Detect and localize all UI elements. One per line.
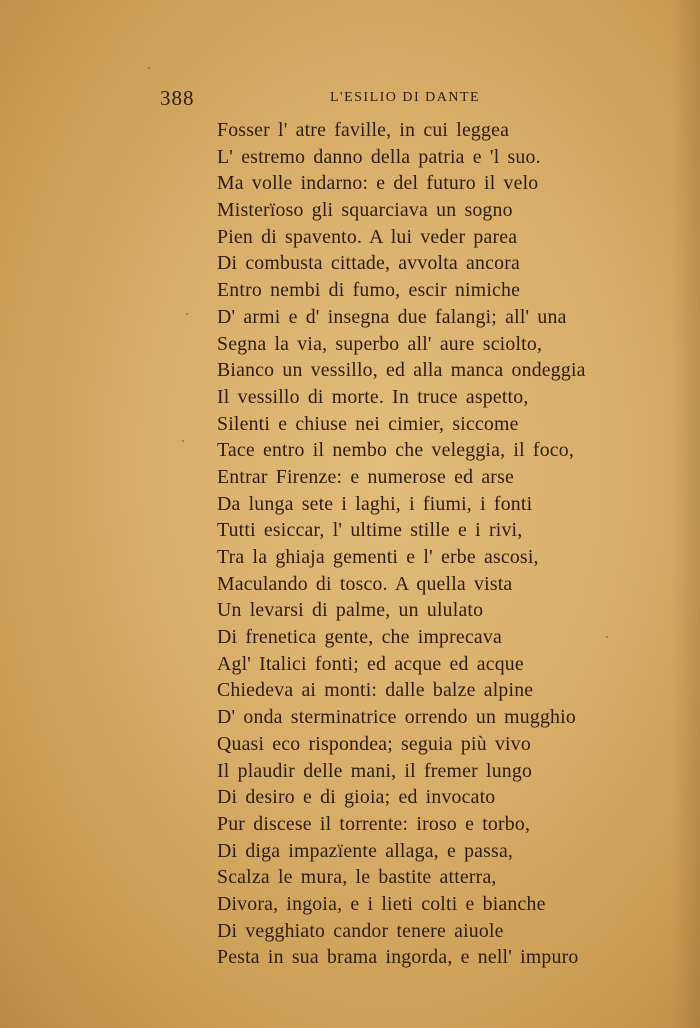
verse-line: Tace entro il nembo che veleggia, il foco,: [217, 439, 575, 462]
verse-line: Tra la ghiaja gementi e l' erbe ascosi,: [217, 546, 539, 568]
verse-line: D' onda sterminatrice orrendo un mugghio: [217, 706, 576, 729]
verse-line: Scalza le mura, le bastite atterra,: [217, 866, 497, 889]
paper-speck: [148, 67, 150, 69]
page-header: [0, 86, 700, 112]
verse-line: Ma volle indarno: e del futuro il velo: [217, 172, 539, 195]
verse-line: Misterïoso gli squarciava un sogno: [217, 199, 513, 222]
verse-line: Di frenetica gente, che imprecava: [217, 626, 502, 649]
verse-line: Entrar Firenze: e numerose ed arse: [217, 465, 514, 488]
verse-line: Tutti esiccar, l' ultime stille e i rivi,: [217, 519, 523, 542]
verse-line: Di combusta cittade, avvolta ancora: [217, 252, 520, 275]
verse-line: Maculando di tosco. A quella vista: [217, 572, 513, 595]
verse-line: Di desiro e di gioia; ed invocato: [217, 786, 496, 809]
verse-line: Bianco un vessillo, ed alla manca ondeggia: [217, 359, 586, 382]
verse-line: Quasi eco rispondea; seguia più vivo: [217, 732, 531, 755]
verse-line: Di vegghiato candor tenere aiuole: [217, 919, 504, 942]
verse-line: Pesta in sua brama ingorda, e nell' impuro: [217, 946, 579, 969]
page-number: 388: [160, 86, 195, 110]
verse-line: Fosser l' atre faville, in cui leggea: [217, 119, 510, 141]
verse-line: Pur discese il torrente: iroso e torbo,: [217, 812, 531, 835]
verse-line: D' armi e d' insegna due falangi; all' una: [217, 305, 567, 328]
verse-line: Agl' Italici fonti; ed acque ed acque: [217, 652, 524, 675]
verse-line: Il vessillo di morte. In truce aspetto,: [217, 385, 529, 408]
verse-line: Silenti e chiuse nei cimier, siccome: [217, 412, 519, 435]
verse-line: Entro nembi di fumo, escir nimiche: [217, 279, 521, 302]
verse-line: Chiedeva ai monti: dalle balze alpine: [217, 679, 534, 702]
poem-text: [217, 117, 687, 971]
verse-line: Segna la via, superbo all' aure sciolto,: [217, 332, 543, 355]
verse-line: Pien di spavento. A lui veder parea: [217, 225, 518, 248]
verse-line: Di diga impazïente allaga, e passa,: [217, 839, 514, 862]
verse-line: Divora, ingoia, e i lieti colti e bianche: [217, 892, 546, 915]
verse-line: Il plaudir delle mani, il fremer lungo: [217, 759, 533, 782]
verse-line: Da lunga sete i laghi, i fiumi, i fonti: [217, 492, 533, 515]
running-title: L'ESILIO DI DANTE: [330, 90, 481, 105]
paper-speck: [182, 440, 184, 442]
verse-line: L' estremo danno della patria e 'l suo.: [217, 145, 541, 168]
verse-line: Un levarsi di palme, un ululato: [217, 599, 484, 622]
paper-speck: [186, 313, 188, 315]
